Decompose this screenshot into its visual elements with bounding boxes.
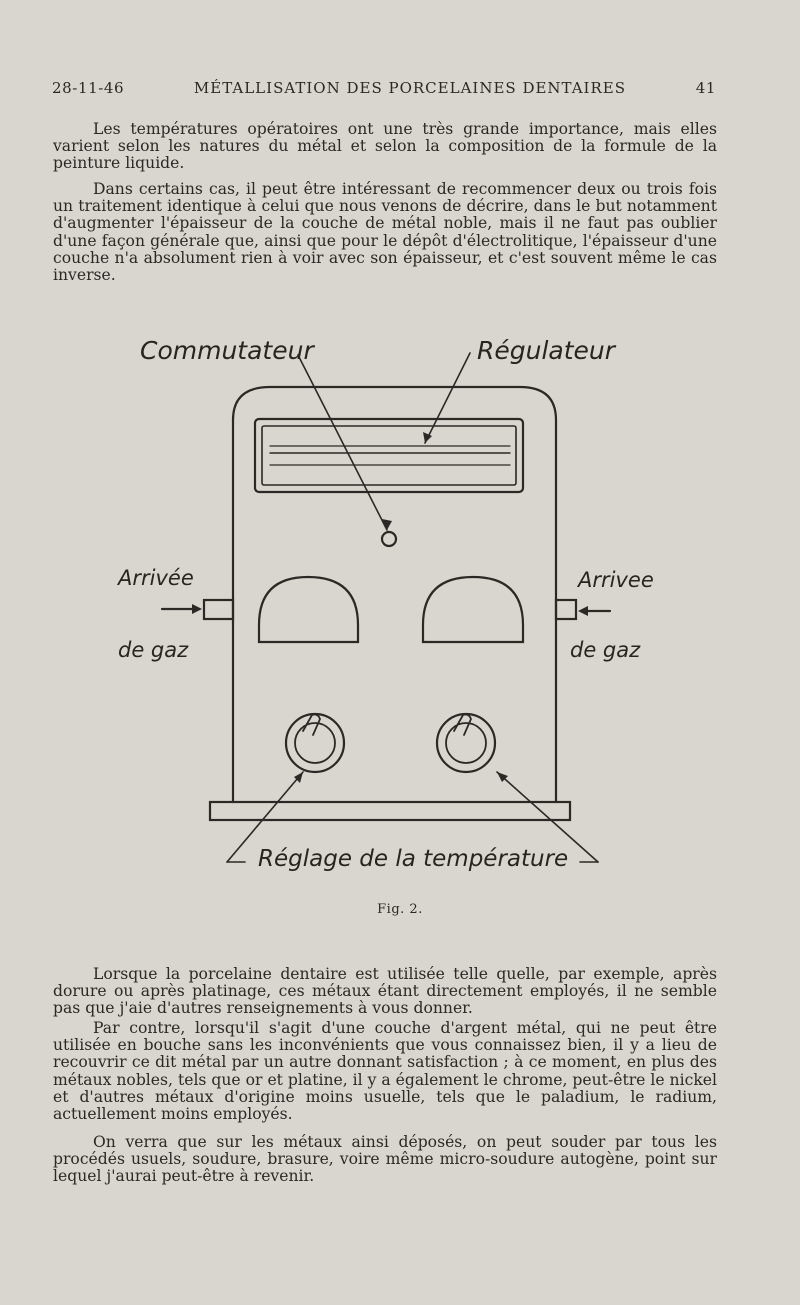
right-gas-inlet xyxy=(556,600,576,619)
apparatus-diagram xyxy=(100,325,700,885)
paragraph: Dans certains cas, il peut être intéressant de recommencer deux ou trois fois un traitement identique à celui que nous venons de décrire, dans le but notamment d'augmenter l'épaisseur de la couche de métal noble, mais il ne faut pas oublier d'une façon générale que, ainsi que pour le dépôt d'électrolitique, l'épaisseur d'une couche n'a absolument rien à voir avec son épaisseur, et c'est souvent même le cas inverse. xyxy=(53,180,717,285)
right-burner-dome xyxy=(423,577,523,642)
paragraph: Par contre, lorsqu'il s'agit d'une couche d'argent métal, qui ne peut être utilisée en bouche sans les inconvénients que vous connaissez bien, il y a lieu de recouvrir ce dit métal par un autre donnant satisfaction ; à ce moment, en plus des métaux nobles, tels que or et platine, il y a également le chrome, peut-être le nickel et d'autres métaux d'origine moins usuelle, tels que le paladium, le radium, actuellement moins employés. xyxy=(53,1019,717,1124)
paragraph: Les températures opératoires ont une très grande importance, mais elles varient selon les natures du métal et selon la composition de la formule de la peinture liquide. xyxy=(53,120,717,173)
label-commutateur: Commutateur xyxy=(140,336,314,365)
label-regulateur: Régulateur xyxy=(477,336,616,365)
left-gas-inlet xyxy=(204,600,233,619)
regulator-window xyxy=(255,419,523,492)
running-header xyxy=(52,79,716,97)
left-burner-dome xyxy=(259,577,358,642)
label-arrivee-right: Arrivee xyxy=(578,568,654,592)
label-arrivee-left: Arrivée xyxy=(118,566,194,590)
paragraph: Lorsque la porcelaine dentaire est utilisée telle quelle, par exemple, après dorure ou après platinage, ces métaux étant directement employés, il ne semble pas que j'aie d'autres renseignements à vous donner. xyxy=(53,965,717,1018)
header-date: 28-11-46 xyxy=(52,79,125,97)
figure-2 xyxy=(100,325,700,885)
paragraph: On verra que sur les métaux ainsi déposés, on peut souder par tous les procédés usuels, soudure, brasure, voire même micro-soudure autogène, point sur lequel j'aurai peut-être à revenir. xyxy=(53,1133,717,1186)
switch-knob xyxy=(382,532,396,546)
label-reglage: Réglage de la température xyxy=(258,846,569,872)
label-gaz-right: de gaz xyxy=(570,638,641,662)
label-gaz-left: de gaz xyxy=(118,638,189,662)
cabinet-outline xyxy=(233,387,556,802)
figure-caption: Fig. 2. xyxy=(377,902,423,917)
header-title: MÉTALLISATION DES PORCELAINES DENTAIRES xyxy=(193,79,627,97)
page-number: 41 xyxy=(695,79,716,97)
